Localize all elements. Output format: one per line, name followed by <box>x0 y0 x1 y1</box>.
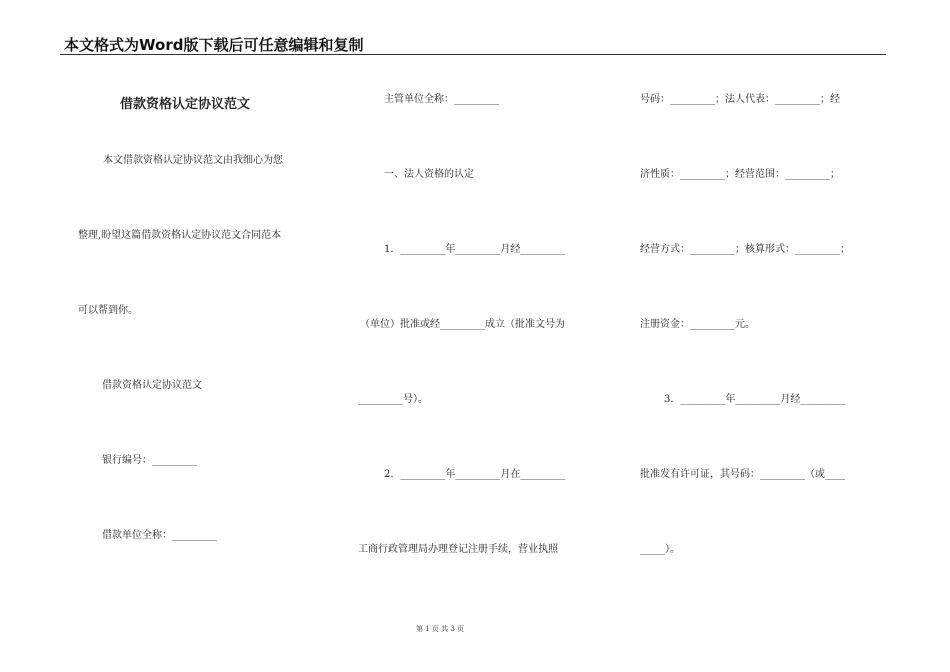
col3-line-5: 3．_________年_________月经_________ <box>664 394 846 405</box>
col2-line-7: 工商行政管理局办理登记注册手续，营业执照 <box>358 544 558 555</box>
col1-line-1: 本文借款资格认定协议范文由我细心为您 <box>103 155 283 166</box>
col1-line-2: 整理,盼望这篇借款资格认定协议范文合同范本 <box>78 230 282 241</box>
col1-line-3: 可以帮到你。 <box>78 305 138 316</box>
col2-line-4: （单位）批准或经_________成立（批准文号为 <box>360 319 565 330</box>
col1-line-4: 借款资格认定协议范文 <box>102 380 202 391</box>
col3-line-4: 注册资金：_________元。 <box>640 319 755 330</box>
document-title: 借款资格认定协议范文 <box>120 97 251 112</box>
page-header-title: 本文格式为Word版下载后可任意编辑和复制 <box>64 36 364 54</box>
col3-line-1: 号码：_________；法人代表：_________；经 <box>640 94 840 105</box>
col3-line-3: 经营方式：_________；核算形式：_________； <box>640 244 850 255</box>
col2-line-3: 1．_________年_________月经_________ <box>384 244 566 255</box>
col2-line-1: 主管单位全称：_________ <box>384 94 499 105</box>
header-divider <box>60 54 886 55</box>
col1-line-6: 借款单位全称：_________ <box>102 530 217 541</box>
col2-line-6: 2．_________年_________月在_________ <box>384 469 566 480</box>
col2-line-5: _________号）。 <box>358 394 428 405</box>
col2-line-2: 一、法人资格的认定 <box>384 169 474 180</box>
page-number-footer: 第 1 页 共 3 页 <box>415 625 465 633</box>
col3-line-7: _____）。 <box>640 544 680 555</box>
col1-line-5: 银行编号：_________ <box>102 455 197 466</box>
col3-line-6: 批准发有许可证，其号码：_________（或____ <box>640 469 845 480</box>
col3-line-2: 济性质：_________；经营范围：_________； <box>640 169 840 180</box>
